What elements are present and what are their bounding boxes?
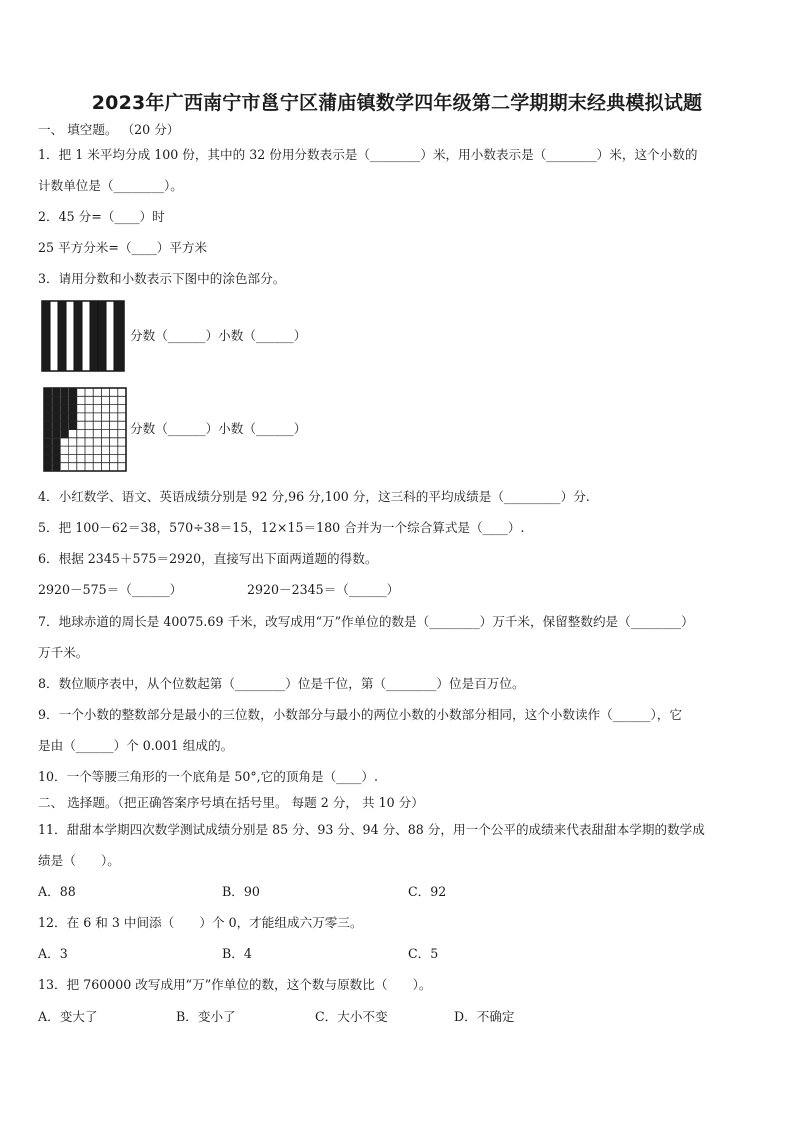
- question-12-option-b: B．4: [222, 946, 252, 961]
- question-6: 6．根据 2345＋575＝2920，直接写出下面两道题的得数。: [38, 551, 378, 566]
- question-11-option-c: C．92: [408, 884, 447, 899]
- figure-striped-rectangle: [41, 300, 125, 372]
- figure-hundred-grid: [43, 387, 127, 472]
- question-13-option-c: C．大小不变: [315, 1009, 388, 1024]
- question-5: 5．把 100－62＝38，570÷38＝15，12×15＝180 合并为一个综合算式是（____）.: [38, 520, 525, 535]
- question-11-option-b: B．90: [222, 884, 260, 899]
- question-8: 8．数位顺序表中，从个位数起第（________）位是千位，第（________）位是百万位。: [38, 676, 525, 691]
- figure-2-answer-label: 分数（______）小数（______）: [130, 421, 307, 436]
- question-7-line-2: 万千米。: [38, 645, 89, 660]
- question-12-option-c: C．5: [408, 946, 439, 961]
- question-9-line-1: 9．一个小数的整数部分是最小的三位数，小数部分与最小的两位小数的小数部分相同，这个小数读作（______），它: [38, 707, 682, 722]
- question-2-line-2: 25 平方分米=（____）平方米: [38, 240, 208, 255]
- question-6-part-1: 2920－575＝（______）: [38, 582, 183, 597]
- section-fill-in-heading: 一、 填空题。 （20 分）: [38, 122, 180, 137]
- question-13-option-b: B．变小了: [176, 1009, 236, 1024]
- question-9-line-2: 是由（______）个 0.001 组成的。: [38, 738, 234, 753]
- section-choice-heading: 二、 选择题。（把正确答案序号填在括号里。 每题 2 分， 共 10 分）: [38, 795, 424, 810]
- question-6-part-2: 2920－2345＝（______）: [247, 582, 400, 597]
- question-3: 3．请用分数和小数表示下图中的涂色部分。: [38, 271, 286, 286]
- question-4: 4．小红数学、语文、英语成绩分别是 92 分,96 分,100 分，这三科的平均成绩是（_________）分.: [38, 489, 590, 504]
- question-1-line-2: 计数单位是（________）。: [38, 178, 183, 193]
- question-13-option-d: D．不确定: [454, 1009, 515, 1024]
- question-11-option-a: A．88: [38, 884, 76, 899]
- figure-1-answer-label: 分数（______）小数（______）: [130, 328, 307, 343]
- question-1-line-1: 1．把 1 米平均分成 100 份，其中的 32 份用分数表示是（________）米，用小数表示是（________）米，这个小数的: [38, 147, 698, 162]
- question-11-line-2: 绩是（ ）。: [38, 853, 120, 868]
- question-12: 12．在 6 和 3 中间添（ ）个 0，才能组成六万零三。: [38, 915, 363, 930]
- question-11-line-1: 11．甜甜本学期四次数学测试成绩分别是 85 分、93 分、94 分、88 分，用一个公平的成绩来代表甜甜本学期的数学成: [38, 822, 705, 837]
- question-12-option-a: A．3: [38, 946, 68, 961]
- question-10: 10．一个等腰三角形的一个底角是 50°,它的顶角是（____）.: [38, 769, 379, 784]
- question-13: 13．把 760000 改写成用“万”作单位的数，这个数与原数比（ ）。: [38, 977, 432, 992]
- question-2-line-1: 2．45 分=（____）时: [38, 209, 165, 224]
- question-7-line-1: 7．地球赤道的周长是 40075.69 千米，改写成用“万”作单位的数是（________）万千米，保留整数约是（________）: [38, 614, 694, 629]
- page-title: 2023年广西南宁市邕宁区蒲庙镇数学四年级第二学期期末经典模拟试题: [91, 92, 703, 114]
- question-13-option-a: A．变大了: [38, 1009, 98, 1024]
